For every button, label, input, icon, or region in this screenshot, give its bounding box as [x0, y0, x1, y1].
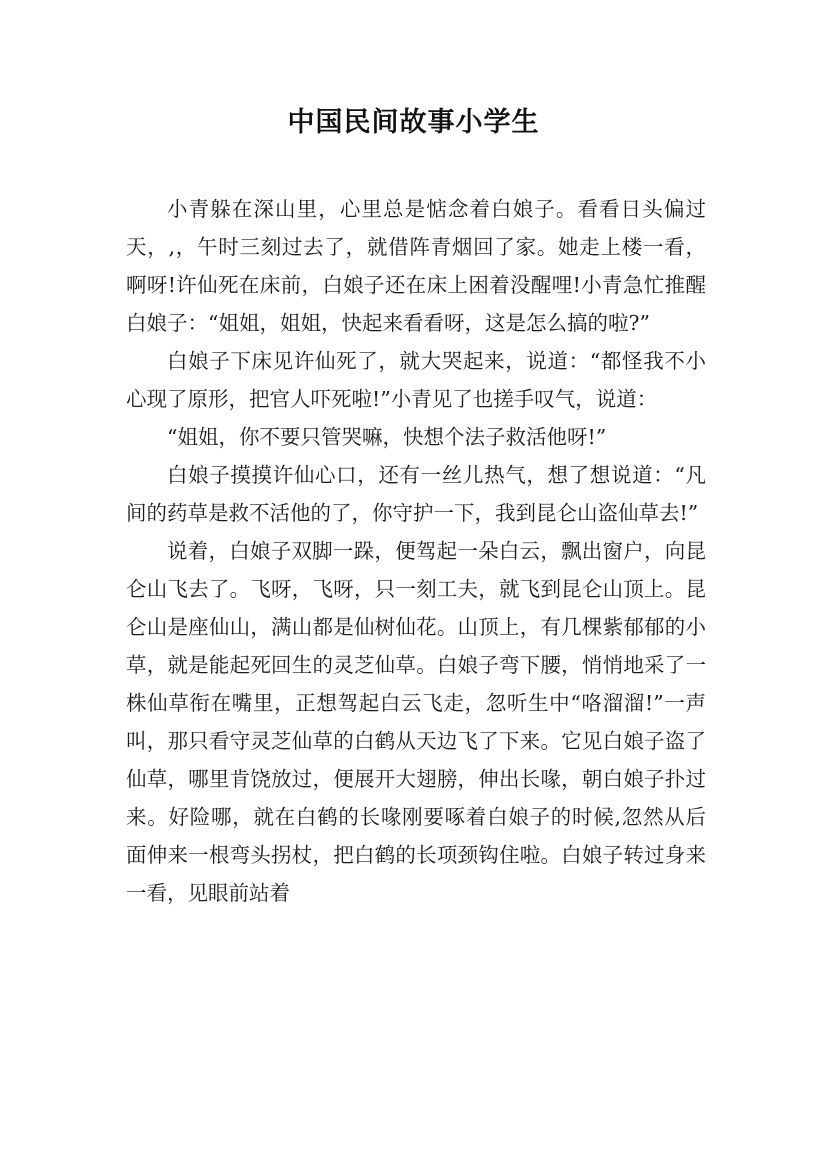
paragraph: 白娘子摸摸许仙心口，还有一丝儿热气，想了想说道：“凡间的药草是救不活他的了，你守护一下，我到昆仑山盗仙草去!”: [126, 463, 706, 525]
paragraph: 小青躲在深山里，心里总是惦念着白娘子。看看日头偏过天，,，午时三刻过去了，就借阵青烟回了家。她走上楼一看，啊呀!许仙死在床前，白娘子还在床上困着没醒哩!小青急忙推醒白娘子：“姐姐，姐姐，快起来看看呀，这是怎么搞的啦?”: [126, 197, 706, 335]
paragraph: 白娘子下床见许仙死了，就大哭起来，说道：“都怪我不小心现了原形，把官人吓死啦!”小青见了也搓手叹气，说道：: [126, 349, 706, 411]
paragraph: “姐姐，你不要只管哭嘛，快想个法子救活他呀!”: [167, 425, 607, 449]
document-body: [126, 190, 706, 912]
paragraph: 说着，白娘子双脚一跺，便驾起一朵白云，飘出窗户，向昆仑山飞去了。飞呀，飞呀，只一刻工夫，就飞到昆仑山顶上。昆仑山是座仙山，满山都是仙树仙花。山顶上，有几棵紫郁郁的小草，就是能起死回生的灵芝仙草。白娘子弯下腰，悄悄地采了一株仙草衔在嘴里，正想驾起白云飞走，忽听生中“咯溜溜!”一声叫，那只看守灵芝仙草的白鹤从天边飞了下来。它见白娘子盗了仙草，哪里肯饶放过，便展开大翅膀，伸出长喙，朝白娘子扑过来。好险哪，就在白鹤的长喙刚要啄着白娘子的时候,忽然从后面伸来一根弯头拐杖，把白鹤的长项颈钩住啦。白娘子转过身来一看，见眼前站着: [126, 539, 706, 905]
document-title: 中国民间故事小学生: [287, 107, 540, 138]
